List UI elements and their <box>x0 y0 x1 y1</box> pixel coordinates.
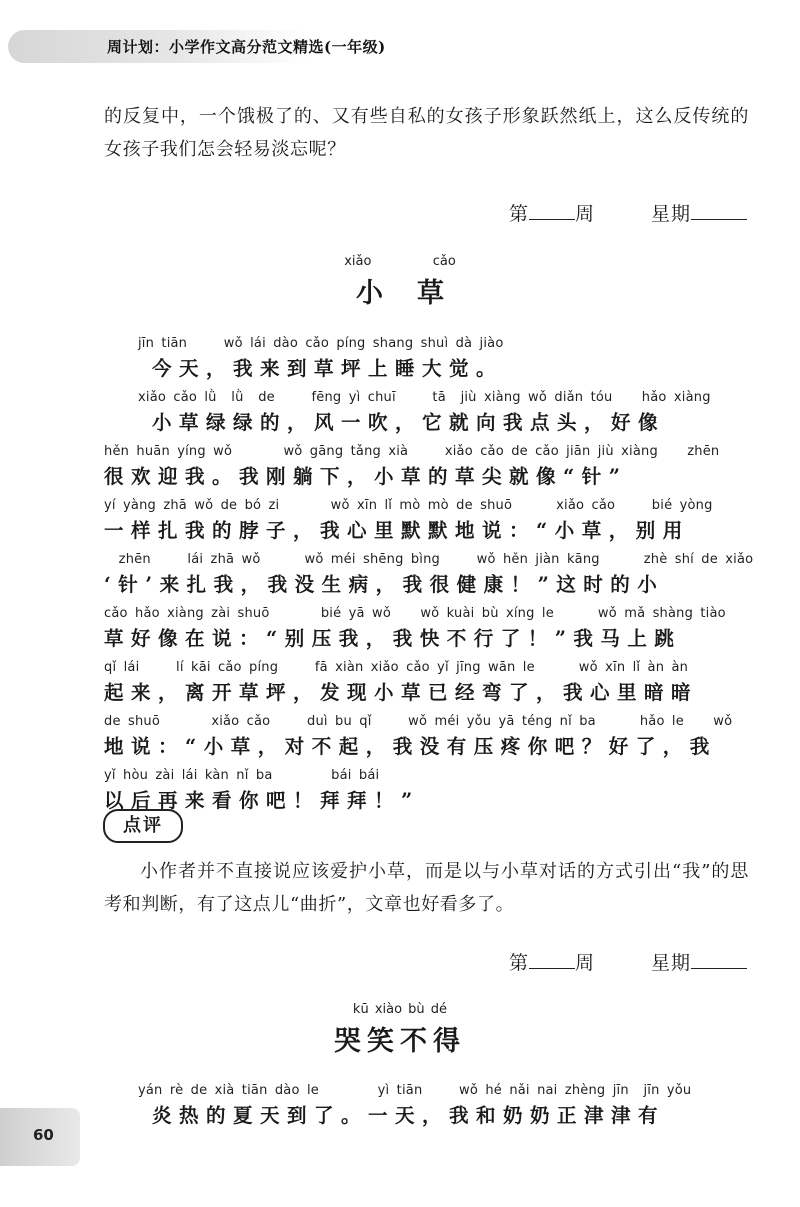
story1-title-block <box>0 254 800 310</box>
week-blank <box>529 219 575 220</box>
hanzi-line: 小草绿绿的，风一吹，它就向我点头，好像 <box>152 411 666 434</box>
story2-title: 哭笑不得 <box>334 1026 466 1057</box>
book-title: 周计划：小学作文高分范文精选(一年级) <box>107 38 386 56</box>
week-di: 第 <box>508 203 529 225</box>
hanzi-line: ‘针’来扎我，我没生病，我很健康！”这时的小 <box>104 573 665 596</box>
week-zhou: 周 <box>574 952 595 974</box>
week-blank <box>529 968 575 969</box>
story2-body <box>104 1081 754 1135</box>
page-number: 60 <box>33 1126 54 1144</box>
comment-text: 小作者并不直接说应该爱护小草，而是以与小草对话的方式引出“我”的思考和判断，有了这点儿“曲折”，文章也好看多了。 <box>104 861 749 915</box>
weekday-blank <box>691 968 747 969</box>
hanzi-line: 一样扎我的脖子，我心里默默地说：“小草，别用 <box>104 519 690 542</box>
week-line-2 <box>509 948 747 975</box>
pinyin-line: hěn huān yíng wǒ wǒ gāng tǎng xià xiǎo cǎo de cǎo jiān jiù xiàng zhēn <box>104 444 720 459</box>
pinyin-line: yí yàng zhā wǒ de bó zi wǒ xīn lǐ mò mò de shuō xiǎo cǎo bié yòng <box>104 498 713 513</box>
story2-title-block <box>0 1002 800 1058</box>
comment-badge: 点评 <box>103 809 183 843</box>
hanzi-line: 草好像在说：“别压我，我快不行了！”我马上跳 <box>104 627 682 650</box>
hanzi-line: 今天，我来到草坪上睡大觉。 <box>152 357 504 380</box>
story1-body <box>104 334 754 820</box>
hanzi-line: 地说：“小草，对不起，我没有压疼你吧？好了，我 <box>104 735 717 758</box>
hanzi-line: 以后再来看你吧！拜拜！” <box>104 789 420 812</box>
story1-title: 小草 <box>356 278 478 309</box>
week-zhou: 周 <box>574 203 595 225</box>
pinyin-line: jīn tiān wǒ lái dào cǎo píng shang shuì dà jiào <box>138 336 504 351</box>
weekday-blank <box>691 219 747 220</box>
weekday-label: 星期 <box>650 203 691 225</box>
week-di: 第 <box>508 952 529 974</box>
intro-paragraph <box>104 100 749 166</box>
intro-text: 的反复中，一个饿极了的、又有些自私的女孩子形象跃然纸上，这么反传统的女孩子我们怎会轻易淡忘呢？ <box>104 106 749 160</box>
comment-paragraph <box>104 855 749 921</box>
pinyin-line: cǎo hǎo xiàng zài shuō bié yā wǒ wǒ kuài bù xíng le wǒ mǎ shàng tiào <box>104 606 726 621</box>
hanzi-line: 炎热的夏天到了。一天，我和奶奶正津津有 <box>152 1104 666 1127</box>
pinyin-line: de shuō xiǎo cǎo duì bu qǐ wǒ méi yǒu yā téng nǐ ba hǎo le wǒ <box>104 714 733 729</box>
story1-title-pinyin: xiǎo cǎo <box>344 254 456 269</box>
week-line-1 <box>509 199 747 226</box>
hanzi-line: 很欢迎我。我刚躺下，小草的草尖就像“针” <box>104 465 628 488</box>
pinyin-line: xiǎo cǎo lǜ lǜ de fēng yì chuī tā jiù xiàng wǒ diǎn tóu hǎo xiàng <box>138 390 711 405</box>
pinyin-line: zhēn lái zhā wǒ wǒ méi shēng bìng wǒ hěn jiàn kāng zhè shí de xiǎo <box>104 552 754 567</box>
pinyin-line: qǐ lái lí kāi cǎo píng fā xiàn xiǎo cǎo yǐ jīng wān le wǒ xīn lǐ àn àn <box>104 660 689 675</box>
pinyin-line: yǐ hòu zài lái kàn nǐ ba bái bái <box>104 768 380 783</box>
hanzi-line: 起来，离开草坪，发现小草已经弯了，我心里暗暗 <box>104 681 699 704</box>
pinyin-line: yán rè de xià tiān dào le yì tiān wǒ hé nǎi nai zhèng jīn jīn yǒu <box>138 1083 692 1098</box>
weekday-label: 星期 <box>650 952 691 974</box>
story2-title-pinyin: kū xiào bù dé <box>352 1002 448 1017</box>
